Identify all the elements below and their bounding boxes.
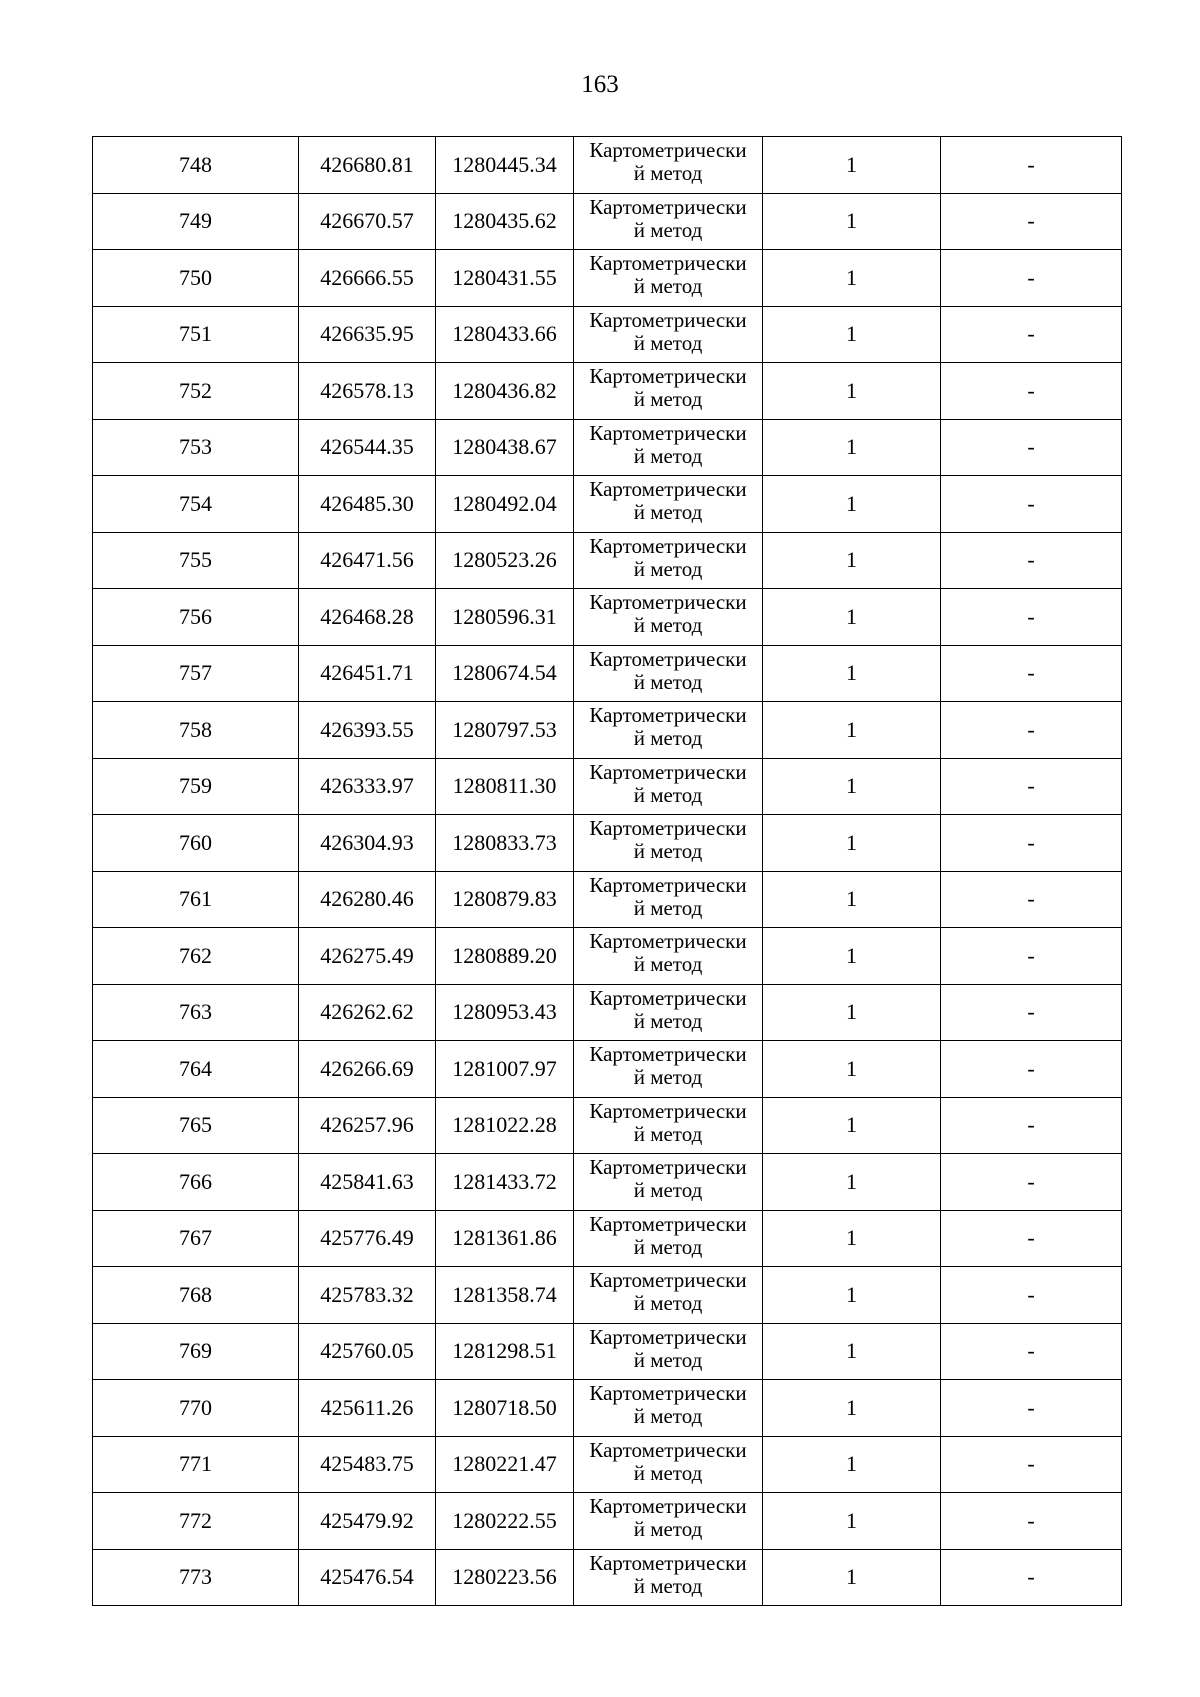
x-coordinate-cell: 426257.96 bbox=[299, 1097, 436, 1154]
method-text-line2: й метод bbox=[633, 1291, 703, 1315]
x-coordinate-cell: 426393.55 bbox=[299, 702, 436, 759]
method-text-line1: Картометрически bbox=[589, 364, 747, 388]
note-cell: - bbox=[941, 1210, 1122, 1267]
note-cell: - bbox=[941, 871, 1122, 928]
note-cell: - bbox=[941, 928, 1122, 985]
method-text-line1: Картометрически bbox=[589, 477, 747, 501]
accuracy-cell: 1 bbox=[763, 1549, 941, 1606]
accuracy-cell: 1 bbox=[763, 363, 941, 420]
point-number-cell: 758 bbox=[93, 702, 299, 759]
method-text-line2: й метод bbox=[633, 1404, 703, 1428]
point-number-cell: 768 bbox=[93, 1267, 299, 1324]
method-text-line2: й метод bbox=[633, 161, 703, 185]
accuracy-cell: 1 bbox=[763, 419, 941, 476]
note-cell: - bbox=[941, 758, 1122, 815]
y-coordinate-cell: 1280889.20 bbox=[436, 928, 574, 985]
point-number-cell: 770 bbox=[93, 1380, 299, 1437]
note-cell: - bbox=[941, 193, 1122, 250]
table-row bbox=[93, 871, 1122, 928]
point-number-cell: 769 bbox=[93, 1323, 299, 1380]
y-coordinate-cell: 1281007.97 bbox=[436, 1041, 574, 1098]
method-text-line1: Картометрически bbox=[589, 1155, 747, 1179]
accuracy-cell: 1 bbox=[763, 645, 941, 702]
x-coordinate-cell: 426666.55 bbox=[299, 250, 436, 307]
y-coordinate-cell: 1280718.50 bbox=[436, 1380, 574, 1437]
method-text-line1: Картометрически bbox=[589, 194, 747, 219]
method-text-line1: Картометрически bbox=[589, 533, 747, 558]
coordinates-table bbox=[92, 136, 1122, 1606]
table-row bbox=[93, 1323, 1122, 1380]
method-text-line1: Картометрически bbox=[589, 1211, 747, 1236]
method-cell bbox=[574, 1493, 763, 1550]
y-coordinate-cell: 1280797.53 bbox=[436, 702, 574, 759]
method-cell bbox=[574, 928, 763, 985]
point-number-cell: 760 bbox=[93, 815, 299, 872]
y-coordinate-cell: 1280811.30 bbox=[436, 758, 574, 815]
page-number: 163 bbox=[581, 71, 619, 98]
accuracy-cell: 1 bbox=[763, 1380, 941, 1437]
point-number-cell: 749 bbox=[93, 193, 299, 250]
table-row bbox=[93, 1380, 1122, 1437]
point-number-cell: 772 bbox=[93, 1493, 299, 1550]
method-text-line2: й метод bbox=[633, 1065, 703, 1089]
accuracy-cell: 1 bbox=[763, 193, 941, 250]
method-text-line2: й метод bbox=[633, 669, 703, 694]
x-coordinate-cell: 426304.93 bbox=[299, 815, 436, 872]
point-number-cell: 767 bbox=[93, 1210, 299, 1267]
method-cell bbox=[574, 1210, 763, 1267]
table-row bbox=[93, 984, 1122, 1041]
x-coordinate-cell: 425776.49 bbox=[299, 1210, 436, 1267]
table-row bbox=[93, 758, 1122, 815]
method-text-line1: Картометрически bbox=[589, 1268, 747, 1292]
y-coordinate-cell: 1280436.82 bbox=[436, 363, 574, 420]
point-number-cell: 756 bbox=[93, 589, 299, 646]
method-text-line1: Картометрически bbox=[589, 646, 747, 671]
method-text-line2: й метод bbox=[633, 782, 703, 807]
table-row bbox=[93, 137, 1122, 194]
method-cell bbox=[574, 1097, 763, 1154]
table-row bbox=[93, 476, 1122, 533]
table-row bbox=[93, 645, 1122, 702]
y-coordinate-cell: 1280596.31 bbox=[436, 589, 574, 646]
accuracy-cell: 1 bbox=[763, 928, 941, 985]
y-coordinate-cell: 1281433.72 bbox=[436, 1154, 574, 1211]
accuracy-cell: 1 bbox=[763, 871, 941, 928]
table-body bbox=[93, 137, 1122, 1606]
table-row bbox=[93, 1436, 1122, 1493]
method-text-line1: Картометрически bbox=[589, 1437, 747, 1462]
table-row bbox=[93, 1041, 1122, 1098]
method-text-line2: й метод bbox=[633, 387, 703, 411]
method-text-line2: й метод bbox=[633, 895, 703, 920]
x-coordinate-cell: 425483.75 bbox=[299, 1436, 436, 1493]
y-coordinate-cell: 1281358.74 bbox=[436, 1267, 574, 1324]
note-cell: - bbox=[941, 702, 1122, 759]
point-number-cell: 759 bbox=[93, 758, 299, 815]
method-text-line1: Картометрически bbox=[589, 307, 747, 332]
point-number-cell: 753 bbox=[93, 419, 299, 476]
y-coordinate-cell: 1280433.66 bbox=[436, 306, 574, 363]
table-row bbox=[93, 1493, 1122, 1550]
y-coordinate-cell: 1280431.55 bbox=[436, 250, 574, 307]
x-coordinate-cell: 426635.95 bbox=[299, 306, 436, 363]
method-text-line1: Картометрически bbox=[589, 929, 747, 953]
method-cell bbox=[574, 476, 763, 533]
method-text-line1: Картометрически bbox=[589, 759, 747, 784]
point-number-cell: 771 bbox=[93, 1436, 299, 1493]
method-text-line1: Картометрически bbox=[589, 985, 747, 1010]
method-cell bbox=[574, 306, 763, 363]
method-text-line1: Картометрически bbox=[589, 872, 747, 897]
method-text-line1: Картометрически bbox=[589, 1042, 747, 1066]
method-cell bbox=[574, 589, 763, 646]
table-row bbox=[93, 193, 1122, 250]
x-coordinate-cell: 425841.63 bbox=[299, 1154, 436, 1211]
note-cell: - bbox=[941, 363, 1122, 420]
accuracy-cell: 1 bbox=[763, 1154, 941, 1211]
table-row bbox=[93, 1154, 1122, 1211]
x-coordinate-cell: 426266.69 bbox=[299, 1041, 436, 1098]
note-cell: - bbox=[941, 815, 1122, 872]
y-coordinate-cell: 1280953.43 bbox=[436, 984, 574, 1041]
point-number-cell: 754 bbox=[93, 476, 299, 533]
method-text-line2: й метод bbox=[633, 217, 703, 242]
method-text-line1: Картометрически bbox=[589, 1550, 747, 1575]
accuracy-cell: 1 bbox=[763, 1436, 941, 1493]
method-text-line1: Картометрически bbox=[589, 1494, 747, 1518]
accuracy-cell: 1 bbox=[763, 1210, 941, 1267]
note-cell: - bbox=[941, 306, 1122, 363]
method-cell bbox=[574, 1549, 763, 1606]
table-row bbox=[93, 1210, 1122, 1267]
accuracy-cell: 1 bbox=[763, 589, 941, 646]
accuracy-cell: 1 bbox=[763, 1323, 941, 1380]
method-text-line2: й метод bbox=[633, 839, 703, 863]
method-text-line1: Картометрически bbox=[589, 703, 747, 727]
point-number-cell: 755 bbox=[93, 532, 299, 589]
table-row bbox=[93, 250, 1122, 307]
x-coordinate-cell: 426670.57 bbox=[299, 193, 436, 250]
y-coordinate-cell: 1280223.56 bbox=[436, 1549, 574, 1606]
x-coordinate-cell: 426680.81 bbox=[299, 137, 436, 194]
x-coordinate-cell: 426485.30 bbox=[299, 476, 436, 533]
point-number-cell: 773 bbox=[93, 1549, 299, 1606]
x-coordinate-cell: 426333.97 bbox=[299, 758, 436, 815]
accuracy-cell: 1 bbox=[763, 476, 941, 533]
table-row bbox=[93, 1097, 1122, 1154]
note-cell: - bbox=[941, 1493, 1122, 1550]
method-text-line1: Картометрически bbox=[589, 420, 747, 445]
x-coordinate-cell: 425611.26 bbox=[299, 1380, 436, 1437]
note-cell: - bbox=[941, 984, 1122, 1041]
table-row bbox=[93, 702, 1122, 759]
table-row bbox=[93, 419, 1122, 476]
method-cell bbox=[574, 1041, 763, 1098]
x-coordinate-cell: 425783.32 bbox=[299, 1267, 436, 1324]
accuracy-cell: 1 bbox=[763, 815, 941, 872]
method-text-line1: Картометрически bbox=[589, 816, 747, 840]
table-row bbox=[93, 532, 1122, 589]
y-coordinate-cell: 1280833.73 bbox=[436, 815, 574, 872]
method-text-line2: й метод bbox=[633, 1008, 703, 1033]
method-cell bbox=[574, 984, 763, 1041]
x-coordinate-cell: 425476.54 bbox=[299, 1549, 436, 1606]
table-row bbox=[93, 589, 1122, 646]
method-text-line2: й метод bbox=[633, 1121, 703, 1146]
method-text-line2: й метод bbox=[633, 443, 703, 468]
note-cell: - bbox=[941, 589, 1122, 646]
note-cell: - bbox=[941, 250, 1122, 307]
method-text-line2: й метод bbox=[633, 1517, 703, 1541]
table-row bbox=[93, 815, 1122, 872]
method-cell bbox=[574, 363, 763, 420]
accuracy-cell: 1 bbox=[763, 1267, 941, 1324]
x-coordinate-cell: 426262.62 bbox=[299, 984, 436, 1041]
point-number-cell: 763 bbox=[93, 984, 299, 1041]
method-cell bbox=[574, 1154, 763, 1211]
table-row bbox=[93, 363, 1122, 420]
method-cell bbox=[574, 1267, 763, 1324]
note-cell: - bbox=[941, 645, 1122, 702]
y-coordinate-cell: 1280523.26 bbox=[436, 532, 574, 589]
method-text-line2: й метод bbox=[633, 1460, 703, 1485]
point-number-cell: 752 bbox=[93, 363, 299, 420]
accuracy-cell: 1 bbox=[763, 984, 941, 1041]
table-row bbox=[93, 1549, 1122, 1606]
accuracy-cell: 1 bbox=[763, 532, 941, 589]
method-text-line2: й метод bbox=[633, 726, 703, 750]
method-cell bbox=[574, 815, 763, 872]
method-text-line1: Картометрически bbox=[589, 1324, 747, 1349]
accuracy-cell: 1 bbox=[763, 250, 941, 307]
y-coordinate-cell: 1280674.54 bbox=[436, 645, 574, 702]
accuracy-cell: 1 bbox=[763, 1097, 941, 1154]
accuracy-cell: 1 bbox=[763, 137, 941, 194]
note-cell: - bbox=[941, 1041, 1122, 1098]
x-coordinate-cell: 426578.13 bbox=[299, 363, 436, 420]
method-text-line1: Картометрически bbox=[589, 1098, 747, 1123]
x-coordinate-cell: 425760.05 bbox=[299, 1323, 436, 1380]
note-cell: - bbox=[941, 137, 1122, 194]
method-cell bbox=[574, 1436, 763, 1493]
method-text-line2: й метод bbox=[633, 274, 703, 298]
note-cell: - bbox=[941, 476, 1122, 533]
method-text-line2: й метод bbox=[633, 556, 703, 581]
note-cell: - bbox=[941, 1380, 1122, 1437]
method-cell bbox=[574, 193, 763, 250]
note-cell: - bbox=[941, 1436, 1122, 1493]
note-cell: - bbox=[941, 419, 1122, 476]
point-number-cell: 757 bbox=[93, 645, 299, 702]
point-number-cell: 751 bbox=[93, 306, 299, 363]
y-coordinate-cell: 1280492.04 bbox=[436, 476, 574, 533]
method-cell bbox=[574, 645, 763, 702]
method-cell bbox=[574, 702, 763, 759]
point-number-cell: 748 bbox=[93, 137, 299, 194]
method-text-line1: Картометрически bbox=[589, 138, 747, 162]
accuracy-cell: 1 bbox=[763, 1493, 941, 1550]
method-text-line2: й метод bbox=[633, 330, 703, 355]
method-text-line2: й метод bbox=[633, 1234, 703, 1259]
method-text-line2: й метод bbox=[633, 500, 703, 524]
method-text-line1: Картометрически bbox=[589, 590, 747, 614]
point-number-cell: 764 bbox=[93, 1041, 299, 1098]
y-coordinate-cell: 1280222.55 bbox=[436, 1493, 574, 1550]
x-coordinate-cell: 426468.28 bbox=[299, 589, 436, 646]
x-coordinate-cell: 426544.35 bbox=[299, 419, 436, 476]
point-number-cell: 750 bbox=[93, 250, 299, 307]
x-coordinate-cell: 426280.46 bbox=[299, 871, 436, 928]
accuracy-cell: 1 bbox=[763, 702, 941, 759]
accuracy-cell: 1 bbox=[763, 758, 941, 815]
note-cell: - bbox=[941, 532, 1122, 589]
y-coordinate-cell: 1281361.86 bbox=[436, 1210, 574, 1267]
method-text-line1: Картометрически bbox=[589, 251, 747, 275]
note-cell: - bbox=[941, 1267, 1122, 1324]
method-text-line2: й метод bbox=[633, 1178, 703, 1202]
method-cell bbox=[574, 1323, 763, 1380]
method-text-line1: Картометрически bbox=[589, 1381, 747, 1405]
y-coordinate-cell: 1280221.47 bbox=[436, 1436, 574, 1493]
point-number-cell: 761 bbox=[93, 871, 299, 928]
method-text-line2: й метод bbox=[633, 1347, 703, 1372]
method-text-line2: й метод bbox=[633, 1573, 703, 1598]
note-cell: - bbox=[941, 1097, 1122, 1154]
y-coordinate-cell: 1280435.62 bbox=[436, 193, 574, 250]
y-coordinate-cell: 1280879.83 bbox=[436, 871, 574, 928]
table-row bbox=[93, 306, 1122, 363]
point-number-cell: 762 bbox=[93, 928, 299, 985]
x-coordinate-cell: 425479.92 bbox=[299, 1493, 436, 1550]
method-cell bbox=[574, 1380, 763, 1437]
method-cell bbox=[574, 532, 763, 589]
accuracy-cell: 1 bbox=[763, 1041, 941, 1098]
accuracy-cell: 1 bbox=[763, 306, 941, 363]
y-coordinate-cell: 1281298.51 bbox=[436, 1323, 574, 1380]
x-coordinate-cell: 426451.71 bbox=[299, 645, 436, 702]
x-coordinate-cell: 426275.49 bbox=[299, 928, 436, 985]
y-coordinate-cell: 1280438.67 bbox=[436, 419, 574, 476]
y-coordinate-cell: 1281022.28 bbox=[436, 1097, 574, 1154]
method-text-line2: й метод bbox=[633, 952, 703, 976]
note-cell: - bbox=[941, 1549, 1122, 1606]
x-coordinate-cell: 426471.56 bbox=[299, 532, 436, 589]
table-row bbox=[93, 928, 1122, 985]
point-number-cell: 766 bbox=[93, 1154, 299, 1211]
method-cell bbox=[574, 419, 763, 476]
method-cell bbox=[574, 871, 763, 928]
method-cell bbox=[574, 250, 763, 307]
method-cell bbox=[574, 758, 763, 815]
method-cell bbox=[574, 137, 763, 194]
y-coordinate-cell: 1280445.34 bbox=[436, 137, 574, 194]
table-row bbox=[93, 1267, 1122, 1324]
point-number-cell: 765 bbox=[93, 1097, 299, 1154]
note-cell: - bbox=[941, 1154, 1122, 1211]
method-text-line2: й метод bbox=[633, 613, 703, 637]
note-cell: - bbox=[941, 1323, 1122, 1380]
